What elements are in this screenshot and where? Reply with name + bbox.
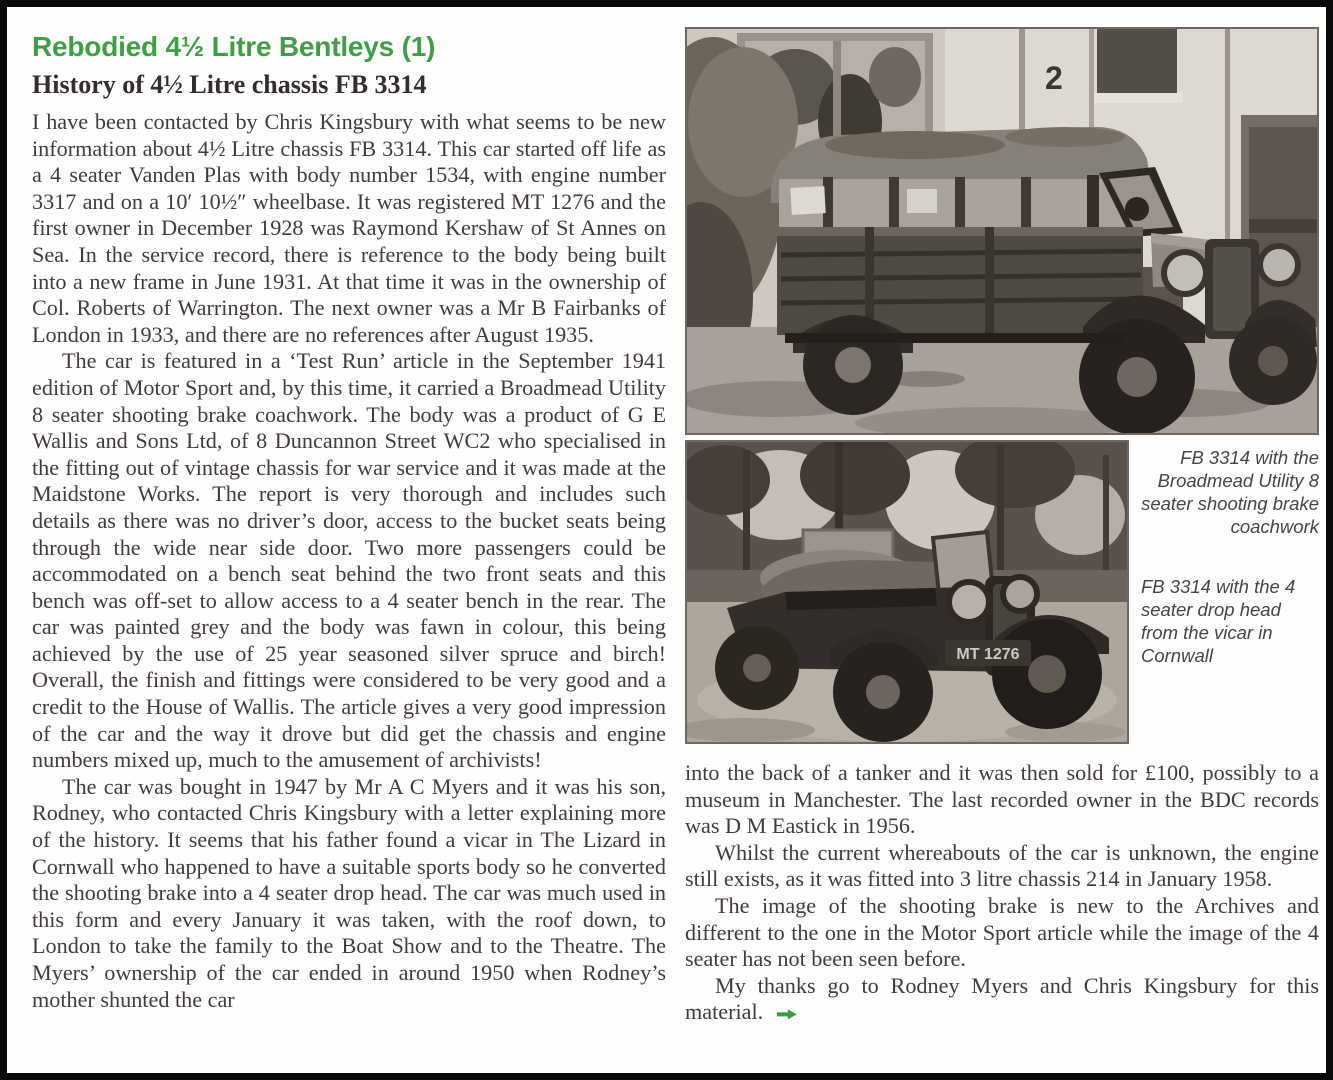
article-subtitle: History of 4½ Litre chassis FB 3314 [32,70,427,99]
shooting-brake-illustration [685,27,1319,435]
paragraph-4: into the back of a tanker and it was then sold for £100, possibly to a museum in Manchester. The last recorded owner in the BDC records was D M Eastick in 1956. [685,760,1319,839]
license-plate-text: MT 1276 [956,646,1020,663]
drop-head-photo [685,440,1129,744]
caption-column [1141,440,1319,744]
closing-text: My thanks go to Rodney Myers and Chris Kingsbury for this material. [685,972,1319,1025]
drop-head-illustration [685,440,1129,744]
paragraph-5: Whilst the current whereabouts of the car is unknown, the engine still exists, as it was fitted into 3 litre chassis 214 in January 1958. [685,839,1319,892]
license-plate [945,640,1031,666]
paragraph-2: The car is featured in a ‘Test Run’ article in the September 1941 edition of Motor Sport and, by this time, it carried a Broadmead Utility 8 seater shooting brake coachwork. The body was a product of G E Wallis and Sons Ltd, of 8 Duncannon Street WC2 who specialised in the fitting out of vintage chassis for war service and it was made at the Maidstone Works. The report is very thorough and includes such details as there was no driver’s door, access to the bucket seats being through the wide near side door. Two more passengers could be accommodated on a bench seat behind the two front seats and this bench was off-set to allow access to a 4 seater bench in the rear. The car was painted grey and the body was fawn in colour, this being achieved by the use of 25 year seasoned silver spruce and birch! Overall, the finish and fittings were considered to be very good and a credit to the House of Wallis. The article gives a very good impression of the car and the way it drove but did get the chassis and engine numbers mixed up, much to the amusement of archivists! [32,348,666,773]
right-column [685,27,1319,1026]
shooting-brake-photo [685,27,1319,435]
paragraph-3: The car was bought in 1947 by Mr A C Myers and it was his son, Rodney, who contacted Chris Kingsbury with a letter explaining more of the history. It seems that his father found a vicar in The Lizard in Cornwall who happened to have a suitable sports body so he converted the shooting brake into a 4 seater drop head. The car was much used in this form and every January it was taken, with the roof down, to London to take the family to the Boat Show and to the Theatre. The Myers’ ownership of the car ended in around 1950 when Rodney’s mother shunted the car [32,773,666,1012]
shooting-brake-caption: FB 3314 with the Broadmead Utility 8 seater shooting brake coachwork [1141,447,1319,537]
left-column [32,31,666,1013]
paragraph-1: I have been contacted by Chris Kingsbury with what seems to be new information about 4½ Litre chassis FB 3314. This car started off life as a 4 seater Vanden Plas with body number 1534, with engine number 3317 and on a 10′ 10½″ wheelbase. It was registered MT 1276 and the first owner in December 1928 was Raymond Kershaw of St Annes on Sea. In the service record, there is reference to the body being built into a new frame in June 1931. At that time it was in the ownership of Col. Roberts of Warrington. The next owner was a Mr B Fairbanks of London in 1933, and there are no references after August 1935. [32,109,666,347]
article-title: Rebodied 4½ Litre Bentleys (1) [32,31,436,62]
paragraph-6: The image of the shooting brake is new to the Archives and different to the one in the Motor Sport article while the image of the 4 seater has not been seen before. [685,892,1319,972]
photo2-row [685,440,1319,744]
drop-head-caption: FB 3314 with the 4 seater drop head from the vicar in Cornwall [1141,576,1296,666]
paragraph-7 [685,973,1319,1026]
end-of-article-marker-icon [777,1009,797,1019]
right-column-text [685,760,1319,1026]
building-number: 2 [1045,60,1063,96]
